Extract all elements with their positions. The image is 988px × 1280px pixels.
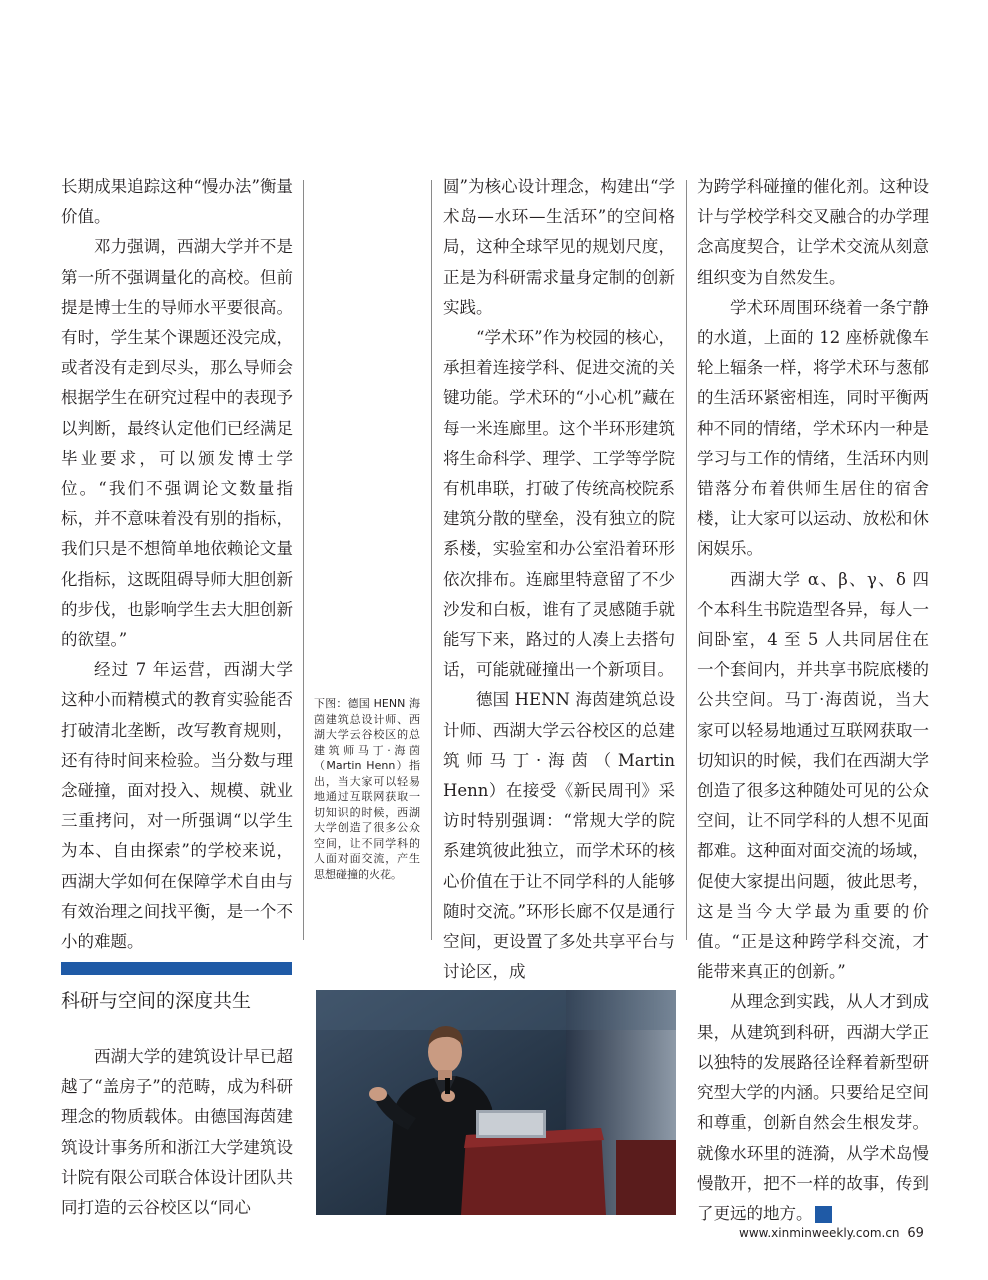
section-accent-bar xyxy=(61,962,292,975)
paragraph: 西湖大学 α、β、γ、δ 四个本科生书院造型各异，每人一间卧室，4 至 5 人共同居住在一个套间内，并共享书院底楼的公共空间。马丁·海茵说，当大家可以轻易地通过互联网获取一切知识的时候，我们在西湖大学创造了很多这种随处可见的公众空间，让不同学科的人想不见面都难。这种面对面交流的场域，促使大家提出问题，彼此思考，这是当今大学最为重要的价值。“正是这种跨学科交流，才能带来真正的创新。” xyxy=(697,569,929,982)
article-column-1 xyxy=(61,172,293,957)
page-footer xyxy=(739,1226,924,1241)
paragraph-text: 从理念到实践，从人才到成果，从建筑到科研，西湖大学正以独特的发展路径诠释着新型研究型大学的内涵。只要给足空间和尊重，创新自然会生根发芽。就像水环里的涟漪，从学术岛慢慢散开，把不一样的故事，传到了更远的地方。 xyxy=(697,992,929,1223)
paragraph: 为跨学科碰撞的催化剂。这种设计与学校学科交叉融合的办学理念高度契合，让学术交流从刻意组织变为自然发生。 xyxy=(697,177,929,287)
speaker-photo xyxy=(316,990,676,1215)
section-body xyxy=(61,1042,293,1223)
footer-url: www.xinminweekly.com.cn xyxy=(739,1226,900,1240)
article-column-2 xyxy=(443,172,675,987)
column-divider xyxy=(303,180,304,940)
paragraph: 经过 7 年运营，西湖大学这种小而精模式的教育实验能否打破清北垄断，改写教育规则，还有待时间来检验。当分数与理念碰撞，面对投入、规模、就业三重拷问，对一所强调“以学生为本、自由探索”的学校来说，西湖大学如何在保障学术自由与有效治理之间找平衡，是一个不小的难题。 xyxy=(61,660,293,952)
paragraph: “学术环”作为校园的核心，承担着连接学科、促进交流的关键功能。学术环的“小心机”藏在每一米连廊里。这个半环形建筑将生命科学、理学、工学等学院有机串联，打破了传统高校院系建筑分散的壁垒，没有独立的院系楼，实验室和办公室沿着环形依次排布。连廊里特意留了不少沙发和白板，谁有了灵感随手就能写下来，路过的人凑上去搭句话，可能就碰撞出一个新项目。 xyxy=(443,328,675,680)
paragraph: 长期成果追踪这种“慢办法”衡量价值。 xyxy=(61,177,293,227)
page-number: 69 xyxy=(907,1226,924,1241)
paragraph: 圆”为核心设计理念，构建出“学术岛—水环—生活环”的空间格局，这种全球罕见的规划尺度，正是为科研需求量身定制的创新实践。 xyxy=(443,177,675,317)
article-column-3 xyxy=(697,172,929,1229)
paragraph: 德国 HENN 海茵建筑总设计师、西湖大学云谷校区的总建筑师马丁·海茵（Martin Henn）在接受《新民周刊》采访时特别强调：“常规大学的院系建筑彼此独立，而学术环的核心价值在于让不同学科的人能够随时交流。”环形长廊不仅是通行空间，更设置了多处共享平台与讨论区，成 xyxy=(443,690,675,982)
magazine-logo-icon: 民 xyxy=(815,1206,832,1223)
paragraph: 邓力强调，西湖大学并不是第一所不强调量化的高校。但前提是博士生的导师水平要很高。有时，学生某个课题还没完成，或者没有走到尽头，那么导师会根据学生在研究过程中的表现予以判断，最终认定他们已经满足毕业要求，可以颁发博士学位。“我们不强调论文数量指标，并不意味着没有别的指标，我们只是不想简单地依赖论文量化指标，这既阻碍导师大胆创新的步伐，也影响学生去大胆创新的欲望。” xyxy=(61,237,293,650)
paragraph: 西湖大学的建筑设计早已超越了“盖房子”的范畴，成为科研理念的物质载体。由德国海茵建筑设计事务所和浙江大学建筑设计院有限公司联合体设计团队共同打造的云谷校区以“同心 xyxy=(61,1047,293,1218)
paragraph: 学术环周围环绕着一条宁静的水道，上面的 12 座桥就像车轮上辐条一样，将学术环与葱郁的生活环紧密相连，同时平衡两种不同的情绪，学术环内一种是学习与工作的情绪，生活环内则错落分布着供师生居住的宿舍楼，让大家可以运动、放松和休闲娱乐。 xyxy=(697,297,929,559)
speaker-photo-illustration xyxy=(316,990,676,1215)
photo-caption: 下图：德国 HENN 海茵建筑总设计师、西湖大学云谷校区的总建筑师马丁·海茵（Martin Henn）指出，当大家可以轻易地通过互联网获取一切知识的时候，西湖大学创造了很多公众空间，让不同学科的人面对面交流，产生思想碰撞的火花。 xyxy=(314,697,420,881)
column-divider xyxy=(431,180,432,940)
section-heading: 科研与空间的深度共生 xyxy=(61,990,252,1012)
paragraph xyxy=(697,987,929,1229)
column-divider xyxy=(686,180,687,940)
